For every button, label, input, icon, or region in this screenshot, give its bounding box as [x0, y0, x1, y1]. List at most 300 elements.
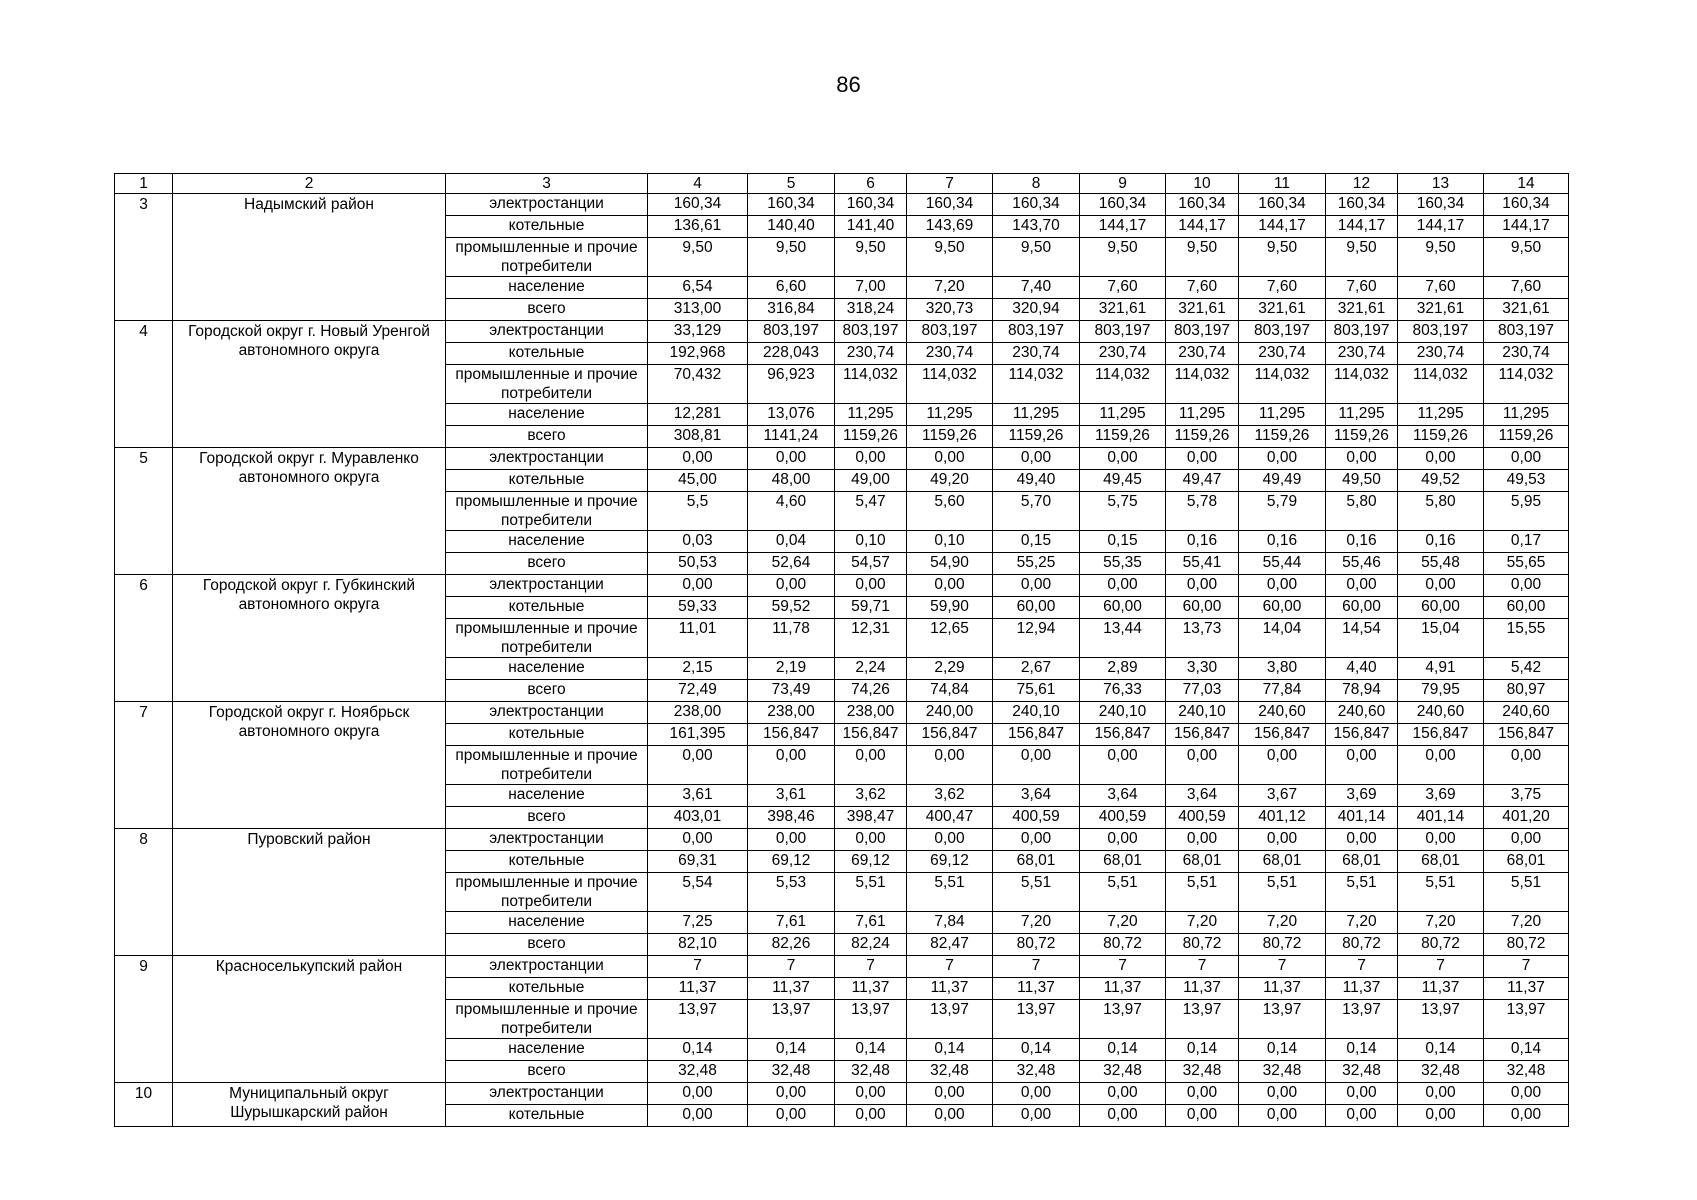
value-cell: 2,19 — [748, 658, 835, 680]
value-cell: 401,12 — [1239, 807, 1326, 829]
value-cell: 0,00 — [1326, 829, 1398, 851]
value-cell: 11,37 — [835, 978, 907, 1000]
value-cell: 401,14 — [1326, 807, 1398, 829]
value-cell: 0,15 — [993, 531, 1080, 553]
group-name-cell: Надымский район — [173, 194, 446, 321]
value-cell: 114,032 — [1484, 365, 1569, 404]
header-cell: 8 — [993, 174, 1080, 194]
value-cell: 160,34 — [993, 194, 1080, 216]
header-cell: 9 — [1080, 174, 1166, 194]
value-cell: 160,34 — [907, 194, 993, 216]
consumer-label-cell: котельные — [446, 343, 648, 365]
value-cell: 0,00 — [907, 746, 993, 785]
value-cell: 96,923 — [748, 365, 835, 404]
value-cell: 3,64 — [993, 785, 1080, 807]
value-cell: 144,17 — [1398, 216, 1484, 238]
value-cell: 0,03 — [648, 531, 748, 553]
value-cell: 68,01 — [1326, 851, 1398, 873]
value-cell: 160,34 — [1326, 194, 1398, 216]
value-cell: 321,61 — [1484, 299, 1569, 321]
value-cell: 0,00 — [1166, 746, 1239, 785]
value-cell: 15,55 — [1484, 619, 1569, 658]
value-cell: 5,51 — [1239, 873, 1326, 912]
value-cell: 238,00 — [835, 702, 907, 724]
value-cell: 3,61 — [748, 785, 835, 807]
value-cell: 0,00 — [993, 1083, 1080, 1105]
value-cell: 7,20 — [1080, 912, 1166, 934]
value-cell: 9,50 — [748, 238, 835, 277]
value-cell: 0,00 — [907, 575, 993, 597]
value-cell: 11,37 — [748, 978, 835, 1000]
consumer-label-cell: котельные — [446, 470, 648, 492]
value-cell: 7 — [1166, 956, 1239, 978]
value-cell: 11,37 — [907, 978, 993, 1000]
value-cell: 9,50 — [835, 238, 907, 277]
consumer-label-cell: котельные — [446, 978, 648, 1000]
value-cell: 60,00 — [1166, 597, 1239, 619]
value-cell: 0,00 — [1484, 575, 1569, 597]
value-cell: 7,60 — [1484, 277, 1569, 299]
value-cell: 0,14 — [907, 1039, 993, 1061]
group-name-cell: Городской округ г. Новый Уренгой автономного округа — [173, 321, 446, 448]
header-cell: 6 — [835, 174, 907, 194]
value-cell: 160,34 — [1166, 194, 1239, 216]
value-cell: 230,74 — [993, 343, 1080, 365]
data-table — [114, 173, 1569, 1127]
value-cell: 308,81 — [648, 426, 748, 448]
value-cell: 0,14 — [835, 1039, 907, 1061]
value-cell: 161,395 — [648, 724, 748, 746]
value-cell: 82,26 — [748, 934, 835, 956]
value-cell: 0,00 — [1398, 746, 1484, 785]
consumer-label-cell: котельные — [446, 851, 648, 873]
value-cell: 803,197 — [1080, 321, 1166, 343]
value-cell: 32,48 — [648, 1061, 748, 1083]
value-cell: 13,97 — [748, 1000, 835, 1039]
value-cell: 0,00 — [748, 448, 835, 470]
value-cell: 114,032 — [1239, 365, 1326, 404]
value-cell: 7,20 — [907, 277, 993, 299]
value-cell: 7 — [835, 956, 907, 978]
value-cell: 32,48 — [907, 1061, 993, 1083]
value-cell: 11,37 — [1326, 978, 1398, 1000]
consumer-label-cell: промышленные и прочие потребители — [446, 365, 648, 404]
value-cell: 60,00 — [1239, 597, 1326, 619]
value-cell: 156,847 — [748, 724, 835, 746]
value-cell: 5,47 — [835, 492, 907, 531]
value-cell: 9,50 — [1398, 238, 1484, 277]
table-row — [115, 956, 1569, 978]
consumer-label-cell: население — [446, 1039, 648, 1061]
value-cell: 7,61 — [835, 912, 907, 934]
value-cell: 5,51 — [835, 873, 907, 912]
value-cell: 13,97 — [1166, 1000, 1239, 1039]
value-cell: 13,076 — [748, 404, 835, 426]
value-cell: 55,35 — [1080, 553, 1166, 575]
value-cell: 400,59 — [1080, 807, 1166, 829]
value-cell: 5,80 — [1326, 492, 1398, 531]
value-cell: 0,00 — [993, 575, 1080, 597]
value-cell: 45,00 — [648, 470, 748, 492]
value-cell: 228,043 — [748, 343, 835, 365]
value-cell: 230,74 — [1326, 343, 1398, 365]
value-cell: 316,84 — [748, 299, 835, 321]
value-cell: 7,60 — [1326, 277, 1398, 299]
value-cell: 82,24 — [835, 934, 907, 956]
value-cell: 156,847 — [1239, 724, 1326, 746]
value-cell: 403,01 — [648, 807, 748, 829]
table-row — [115, 194, 1569, 216]
value-cell: 0,00 — [1398, 1105, 1484, 1127]
value-cell: 13,97 — [1326, 1000, 1398, 1039]
value-cell: 313,00 — [648, 299, 748, 321]
table-row — [115, 575, 1569, 597]
value-cell: 0,16 — [1398, 531, 1484, 553]
value-cell: 0,00 — [835, 829, 907, 851]
value-cell: 0,00 — [1326, 1083, 1398, 1105]
value-cell: 49,00 — [835, 470, 907, 492]
value-cell: 240,10 — [993, 702, 1080, 724]
value-cell: 32,48 — [1398, 1061, 1484, 1083]
value-cell: 0,00 — [835, 448, 907, 470]
value-cell: 0,00 — [1484, 829, 1569, 851]
value-cell: 7 — [1484, 956, 1569, 978]
value-cell: 0,14 — [748, 1039, 835, 1061]
value-cell: 0,00 — [1239, 575, 1326, 597]
consumer-label-cell: население — [446, 404, 648, 426]
consumer-label-cell: электростанции — [446, 194, 648, 216]
value-cell: 156,847 — [907, 724, 993, 746]
value-cell: 11,37 — [1080, 978, 1166, 1000]
value-cell: 0,00 — [1326, 575, 1398, 597]
value-cell: 143,69 — [907, 216, 993, 238]
consumer-label-cell: всего — [446, 553, 648, 575]
group-name-cell: Муниципальный округ Шурышкарский район — [173, 1083, 446, 1127]
header-cell: 11 — [1239, 174, 1326, 194]
value-cell: 68,01 — [1398, 851, 1484, 873]
value-cell: 0,00 — [1484, 746, 1569, 785]
consumer-label-cell: промышленные и прочие потребители — [446, 619, 648, 658]
value-cell: 803,197 — [835, 321, 907, 343]
page-number: 86 — [836, 72, 861, 97]
value-cell: 240,10 — [1166, 702, 1239, 724]
consumer-label-cell: промышленные и прочие потребители — [446, 1000, 648, 1039]
value-cell: 1159,26 — [1484, 426, 1569, 448]
value-cell: 13,97 — [1398, 1000, 1484, 1039]
value-cell: 1159,26 — [835, 426, 907, 448]
value-cell: 49,45 — [1080, 470, 1166, 492]
value-cell: 80,72 — [1398, 934, 1484, 956]
value-cell: 0,00 — [1080, 829, 1166, 851]
value-cell: 136,61 — [648, 216, 748, 238]
consumer-label-cell: население — [446, 912, 648, 934]
consumer-label-cell: электростанции — [446, 702, 648, 724]
value-cell: 32,48 — [1166, 1061, 1239, 1083]
value-cell: 5,51 — [993, 873, 1080, 912]
value-cell: 0,10 — [907, 531, 993, 553]
value-cell: 0,00 — [1080, 575, 1166, 597]
value-cell: 9,50 — [1080, 238, 1166, 277]
value-cell: 0,00 — [748, 829, 835, 851]
consumer-label-cell: всего — [446, 680, 648, 702]
value-cell: 73,49 — [748, 680, 835, 702]
value-cell: 7,60 — [1239, 277, 1326, 299]
value-cell: 0,00 — [993, 829, 1080, 851]
value-cell: 9,50 — [1326, 238, 1398, 277]
value-cell: 55,48 — [1398, 553, 1484, 575]
value-cell: 240,10 — [1080, 702, 1166, 724]
value-cell: 33,129 — [648, 321, 748, 343]
table-row — [115, 702, 1569, 724]
value-cell: 1159,26 — [1080, 426, 1166, 448]
value-cell: 7,60 — [1398, 277, 1484, 299]
value-cell: 0,00 — [993, 448, 1080, 470]
value-cell: 80,72 — [1326, 934, 1398, 956]
value-cell: 69,12 — [835, 851, 907, 873]
value-cell: 3,30 — [1166, 658, 1239, 680]
value-cell: 5,78 — [1166, 492, 1239, 531]
value-cell: 7,60 — [1166, 277, 1239, 299]
value-cell: 15,04 — [1398, 619, 1484, 658]
value-cell: 6,60 — [748, 277, 835, 299]
value-cell: 114,032 — [907, 365, 993, 404]
value-cell: 321,61 — [1398, 299, 1484, 321]
value-cell: 80,72 — [1484, 934, 1569, 956]
value-cell: 49,53 — [1484, 470, 1569, 492]
value-cell: 1159,26 — [1326, 426, 1398, 448]
consumer-label-cell: всего — [446, 426, 648, 448]
value-cell: 0,00 — [835, 1083, 907, 1105]
consumer-label-cell: промышленные и прочие потребители — [446, 873, 648, 912]
value-cell: 320,94 — [993, 299, 1080, 321]
consumer-label-cell: котельные — [446, 724, 648, 746]
value-cell: 7 — [1326, 956, 1398, 978]
header-cell: 2 — [173, 174, 446, 194]
value-cell: 0,00 — [1239, 448, 1326, 470]
value-cell: 7,20 — [1484, 912, 1569, 934]
value-cell: 400,59 — [1166, 807, 1239, 829]
value-cell: 54,57 — [835, 553, 907, 575]
consumer-label-cell: промышленные и прочие потребители — [446, 746, 648, 785]
value-cell: 0,14 — [1166, 1039, 1239, 1061]
value-cell: 11,295 — [835, 404, 907, 426]
value-cell: 69,12 — [748, 851, 835, 873]
value-cell: 0,16 — [1326, 531, 1398, 553]
value-cell: 0,00 — [748, 746, 835, 785]
value-cell: 400,59 — [993, 807, 1080, 829]
value-cell: 0,15 — [1080, 531, 1166, 553]
value-cell: 0,14 — [1080, 1039, 1166, 1061]
consumer-label-cell: котельные — [446, 597, 648, 619]
value-cell: 77,03 — [1166, 680, 1239, 702]
value-cell: 32,48 — [993, 1061, 1080, 1083]
value-cell: 0,00 — [648, 829, 748, 851]
table-row — [115, 829, 1569, 851]
value-cell: 55,46 — [1326, 553, 1398, 575]
value-cell: 1159,26 — [1166, 426, 1239, 448]
header-cell: 4 — [648, 174, 748, 194]
value-cell: 321,61 — [1166, 299, 1239, 321]
value-cell: 78,94 — [1326, 680, 1398, 702]
value-cell: 0,00 — [907, 1105, 993, 1127]
value-cell: 114,032 — [1398, 365, 1484, 404]
value-cell: 803,197 — [748, 321, 835, 343]
value-cell: 3,64 — [1080, 785, 1166, 807]
value-cell: 1141,24 — [748, 426, 835, 448]
value-cell: 7,84 — [907, 912, 993, 934]
value-cell: 3,62 — [835, 785, 907, 807]
value-cell: 0,00 — [1398, 829, 1484, 851]
value-cell: 160,34 — [835, 194, 907, 216]
value-cell: 0,00 — [1239, 829, 1326, 851]
value-cell: 9,50 — [907, 238, 993, 277]
value-cell: 80,72 — [1239, 934, 1326, 956]
value-cell: 1159,26 — [1398, 426, 1484, 448]
group-number-cell: 6 — [115, 575, 173, 702]
value-cell: 7,20 — [1398, 912, 1484, 934]
value-cell: 0,00 — [1166, 1105, 1239, 1127]
value-cell: 0,00 — [1398, 1083, 1484, 1105]
value-cell: 7 — [993, 956, 1080, 978]
value-cell: 55,41 — [1166, 553, 1239, 575]
value-cell: 0,00 — [835, 575, 907, 597]
value-cell: 49,20 — [907, 470, 993, 492]
value-cell: 0,16 — [1166, 531, 1239, 553]
value-cell: 0,00 — [1166, 829, 1239, 851]
value-cell: 1159,26 — [1239, 426, 1326, 448]
value-cell: 0,00 — [748, 1105, 835, 1127]
value-cell: 32,48 — [835, 1061, 907, 1083]
value-cell: 1159,26 — [993, 426, 1080, 448]
value-cell: 11,295 — [1326, 404, 1398, 426]
value-cell: 5,54 — [648, 873, 748, 912]
value-cell: 803,197 — [1239, 321, 1326, 343]
value-cell: 3,75 — [1484, 785, 1569, 807]
header-cell: 10 — [1166, 174, 1239, 194]
value-cell: 11,78 — [748, 619, 835, 658]
value-cell: 0,00 — [1398, 448, 1484, 470]
header-cell: 14 — [1484, 174, 1569, 194]
group-number-cell: 7 — [115, 702, 173, 829]
consumer-label-cell: электростанции — [446, 575, 648, 597]
value-cell: 5,80 — [1398, 492, 1484, 531]
group-number-cell: 9 — [115, 956, 173, 1083]
value-cell: 0,00 — [907, 829, 993, 851]
value-cell: 321,61 — [1326, 299, 1398, 321]
value-cell: 0,14 — [1484, 1039, 1569, 1061]
value-cell: 32,48 — [1239, 1061, 1326, 1083]
value-cell: 4,91 — [1398, 658, 1484, 680]
value-cell: 49,50 — [1326, 470, 1398, 492]
value-cell: 0,00 — [993, 1105, 1080, 1127]
consumer-label-cell: население — [446, 531, 648, 553]
value-cell: 321,61 — [1080, 299, 1166, 321]
group-name-cell: Пуровский район — [173, 829, 446, 956]
value-cell: 76,33 — [1080, 680, 1166, 702]
value-cell: 60,00 — [993, 597, 1080, 619]
value-cell: 3,69 — [1326, 785, 1398, 807]
header-cell: 3 — [446, 174, 648, 194]
value-cell: 0,00 — [648, 448, 748, 470]
value-cell: 0,16 — [1239, 531, 1326, 553]
value-cell: 9,50 — [648, 238, 748, 277]
value-cell: 7,61 — [748, 912, 835, 934]
value-cell: 11,295 — [993, 404, 1080, 426]
value-cell: 7 — [1080, 956, 1166, 978]
group-number-cell: 3 — [115, 194, 173, 321]
consumer-label-cell: всего — [446, 299, 648, 321]
value-cell: 114,032 — [1080, 365, 1166, 404]
group-number-cell: 8 — [115, 829, 173, 956]
value-cell: 60,00 — [1326, 597, 1398, 619]
value-cell: 230,74 — [1080, 343, 1166, 365]
value-cell: 0,00 — [1484, 1105, 1569, 1127]
value-cell: 7 — [1398, 956, 1484, 978]
value-cell: 160,34 — [648, 194, 748, 216]
value-cell: 160,34 — [748, 194, 835, 216]
value-cell: 2,67 — [993, 658, 1080, 680]
value-cell: 82,47 — [907, 934, 993, 956]
value-cell: 13,97 — [1484, 1000, 1569, 1039]
value-cell: 5,60 — [907, 492, 993, 531]
value-cell: 7,60 — [1080, 277, 1166, 299]
value-cell: 2,29 — [907, 658, 993, 680]
value-cell: 144,17 — [1080, 216, 1166, 238]
value-cell: 12,281 — [648, 404, 748, 426]
value-cell: 803,197 — [1326, 321, 1398, 343]
value-cell: 114,032 — [1326, 365, 1398, 404]
value-cell: 60,00 — [1080, 597, 1166, 619]
value-cell: 144,17 — [1166, 216, 1239, 238]
table-row — [115, 448, 1569, 470]
value-cell: 11,295 — [1239, 404, 1326, 426]
value-cell: 3,67 — [1239, 785, 1326, 807]
value-cell: 320,73 — [907, 299, 993, 321]
value-cell: 398,47 — [835, 807, 907, 829]
value-cell: 59,71 — [835, 597, 907, 619]
consumer-label-cell: котельные — [446, 216, 648, 238]
value-cell: 77,84 — [1239, 680, 1326, 702]
header-row — [115, 174, 1569, 194]
header-cell: 7 — [907, 174, 993, 194]
value-cell: 156,847 — [1080, 724, 1166, 746]
value-cell: 13,97 — [1239, 1000, 1326, 1039]
value-cell: 6,54 — [648, 277, 748, 299]
value-cell: 0,00 — [1080, 448, 1166, 470]
value-cell: 70,432 — [648, 365, 748, 404]
value-cell: 2,89 — [1080, 658, 1166, 680]
consumer-label-cell: электростанции — [446, 321, 648, 343]
value-cell: 9,50 — [1239, 238, 1326, 277]
table-body — [115, 194, 1569, 1127]
value-cell: 54,90 — [907, 553, 993, 575]
value-cell: 3,80 — [1239, 658, 1326, 680]
value-cell: 68,01 — [1166, 851, 1239, 873]
value-cell: 0,00 — [1080, 746, 1166, 785]
value-cell: 0,00 — [748, 575, 835, 597]
value-cell: 7 — [648, 956, 748, 978]
value-cell: 0,00 — [1484, 448, 1569, 470]
value-cell: 49,47 — [1166, 470, 1239, 492]
value-cell: 13,97 — [907, 1000, 993, 1039]
value-cell: 32,48 — [748, 1061, 835, 1083]
value-cell: 318,24 — [835, 299, 907, 321]
value-cell: 59,90 — [907, 597, 993, 619]
value-cell: 156,847 — [1166, 724, 1239, 746]
value-cell: 14,54 — [1326, 619, 1398, 658]
value-cell: 60,00 — [1484, 597, 1569, 619]
value-cell: 803,197 — [1166, 321, 1239, 343]
